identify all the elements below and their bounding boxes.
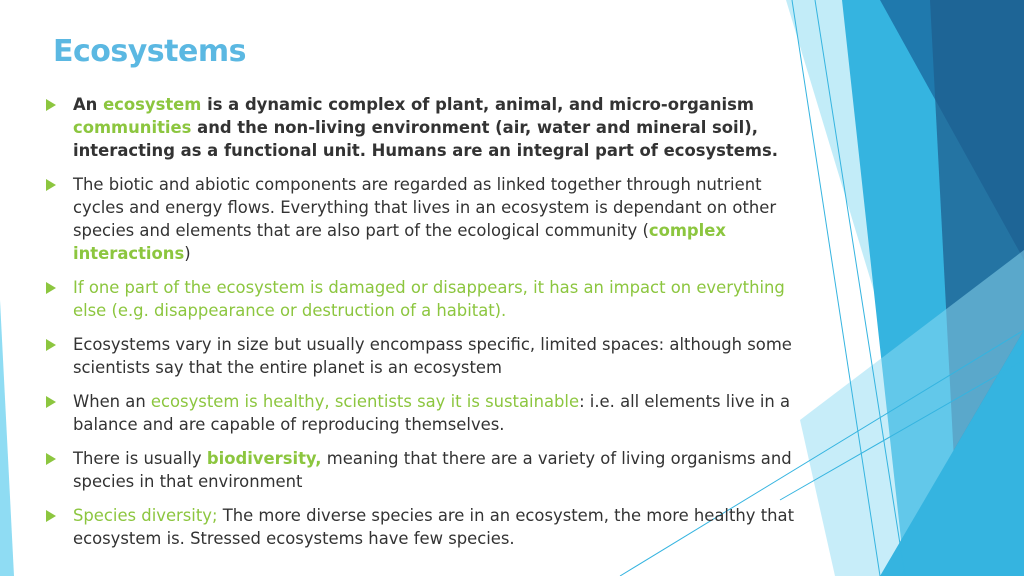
bullet-arrow-icon (46, 99, 56, 111)
bullet-arrow-icon (46, 179, 56, 191)
bullet-text: Ecosystems vary in size but usually encompass specific, limited spaces: although some scientists say that the entire planet is an ecosystem (73, 335, 792, 377)
bullet-text: meaning that there are a variety of living organisms and species in that environment (73, 449, 792, 491)
bullet-text: ) (184, 244, 191, 263)
bullet-arrow-icon (46, 453, 56, 465)
bullet-item (44, 93, 809, 162)
bullet-text: and the non-living environment (air, water and mineral soil), interacting as a functional unit. Humans are an integral part of ecosystems. (73, 118, 778, 160)
bullet-item (44, 276, 809, 322)
highlighted-text: ecosystem (103, 95, 202, 114)
highlighted-text: biodiversity, (206, 449, 322, 468)
bullet-item (44, 504, 809, 550)
bullet-item (44, 390, 809, 436)
bullet-item (44, 333, 809, 379)
bullet-arrow-icon (46, 510, 56, 522)
bullet-arrow-icon (46, 282, 56, 294)
decor-left-strip (0, 300, 14, 576)
highlighted-text: communities (73, 118, 192, 137)
bullet-arrow-icon (46, 339, 56, 351)
bullet-arrow-icon (46, 396, 56, 408)
bullet-text: The more diverse species are in an ecosystem, the more healthy that ecosystem is. Stressed ecosystems have few species. (73, 506, 794, 548)
highlighted-text: complex interactions (73, 221, 726, 263)
bullet-item (44, 173, 809, 265)
slide-title: Ecosystems (53, 34, 246, 69)
bullet-text: is a dynamic complex of plant, animal, and micro-organism (201, 95, 754, 114)
highlighted-text: ecosystem is healthy, scientists say it is sustainable (150, 392, 580, 411)
bullet-text: An (73, 95, 104, 114)
bullet-text: The biotic and abiotic components are regarded as linked together through nutrient cycles and energy flows. Everything that lives in an ecosystem is dependant on other species and elements that are also part of the ecological community ( (73, 175, 777, 240)
bullet-text: There is usually (73, 449, 207, 468)
bullet-list (44, 93, 809, 561)
bullet-text: When an (73, 392, 151, 411)
highlighted-text: Species diversity; (73, 506, 218, 525)
bullet-text: : i.e. all elements live in a balance and are capable of reproducing themselves. (73, 392, 791, 434)
bullet-item (44, 447, 809, 493)
highlighted-text: If one part of the ecosystem is damaged or disappears, it has an impact on everything else (e.g. disappearance or destruction of a habitat). (73, 278, 785, 320)
